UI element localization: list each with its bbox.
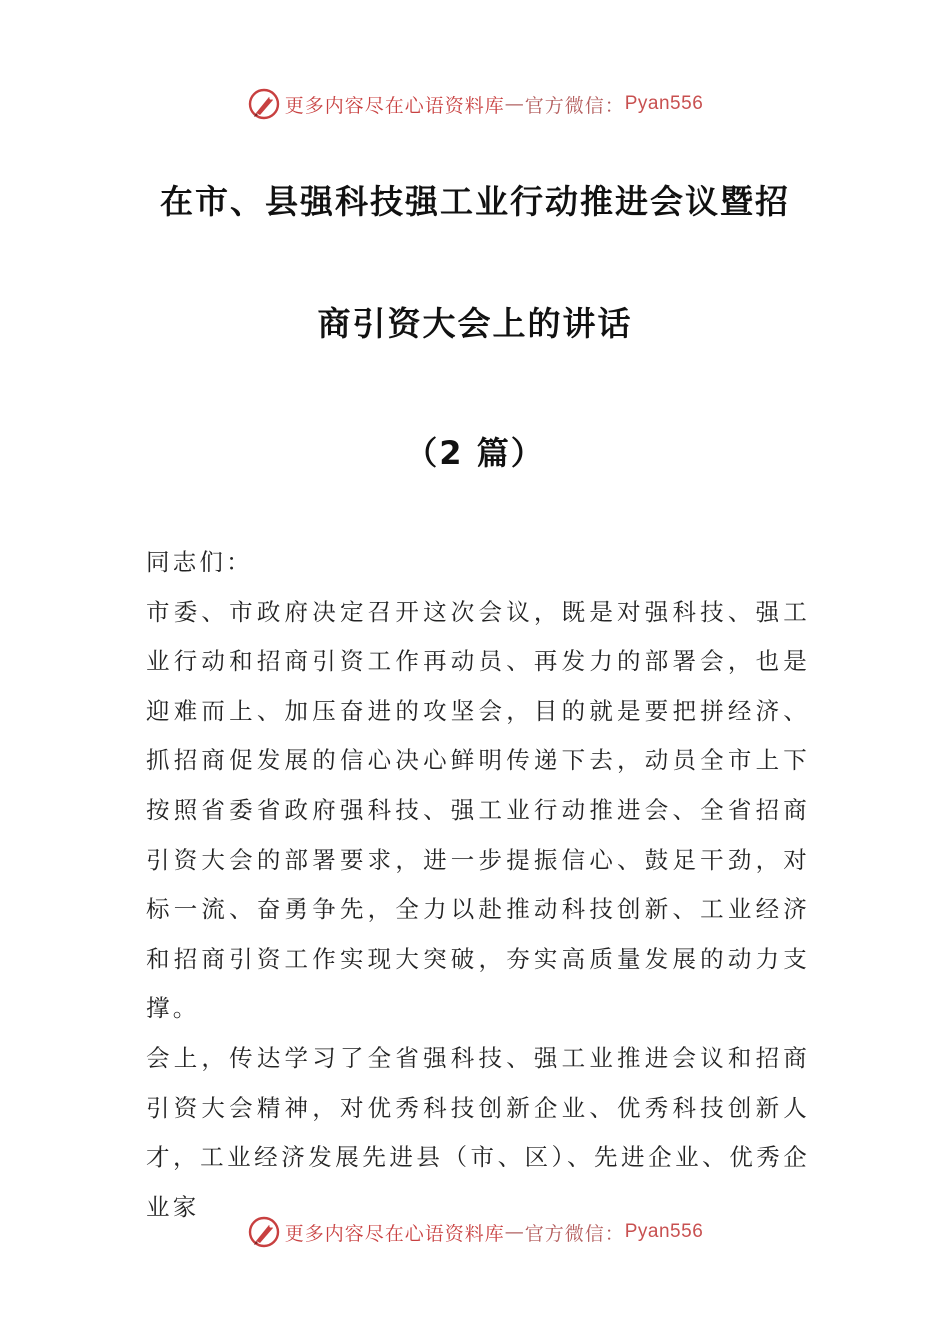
salutation: 同志们：: [146, 548, 253, 576]
pen-logo-icon: [247, 87, 281, 121]
pen-logo-icon: [247, 1215, 281, 1249]
document-body: [146, 538, 810, 1232]
header-watermark-banner: [0, 84, 950, 124]
banner-wechat-label: 官方微信：: [524, 94, 625, 117]
body-paragraph-1: 市委、市政府决定召开这次会议，既是对强科技、强工业行动和招商引资工作再动员、再发力的部署会，也是迎难而上、加压奋进的攻坚会，目的就是要把拼经济、抓招商促发展的信心决心鲜明传递下去，动员全市上下按照省委省政府强科技、强工业行动推进会、全省招商引资大会的部署要求，进一步提振信心、鼓足干劲，对标一流、奋勇争先，全力以赴推动科技创新、工业经济和招商引资工作实现大突破，夯实高质量发展的动力支撑。: [146, 597, 810, 1023]
body-paragraph-2: 会上，传达学习了全省强科技、强工业推进会议和招商引资大会精神，对优秀科技创新企业、优秀科技创新人才，工业经济发展先进县（市、区）、先进企业、优秀企业家: [146, 1043, 810, 1221]
banner-wechat-id: Pyan556: [624, 1221, 704, 1242]
banner-wechat-id: Pyan556: [624, 93, 704, 114]
banner-dash: —: [504, 1221, 525, 1243]
footer-watermark-banner: [0, 1212, 950, 1252]
document-title-line-1: 在市、县强科技强工业行动推进会议暨招: [160, 182, 790, 221]
banner-site-text: 更多内容尽在心语资料库: [284, 1222, 505, 1245]
banner-wechat-label: 官方微信：: [524, 1222, 625, 1245]
banner-site-text: 更多内容尽在心语资料库: [284, 94, 505, 117]
banner-dash: —: [504, 93, 525, 115]
document-title-line-2: 商引资大会上的讲话: [317, 304, 633, 343]
document-subtitle-count: （2 篇）: [405, 434, 545, 472]
